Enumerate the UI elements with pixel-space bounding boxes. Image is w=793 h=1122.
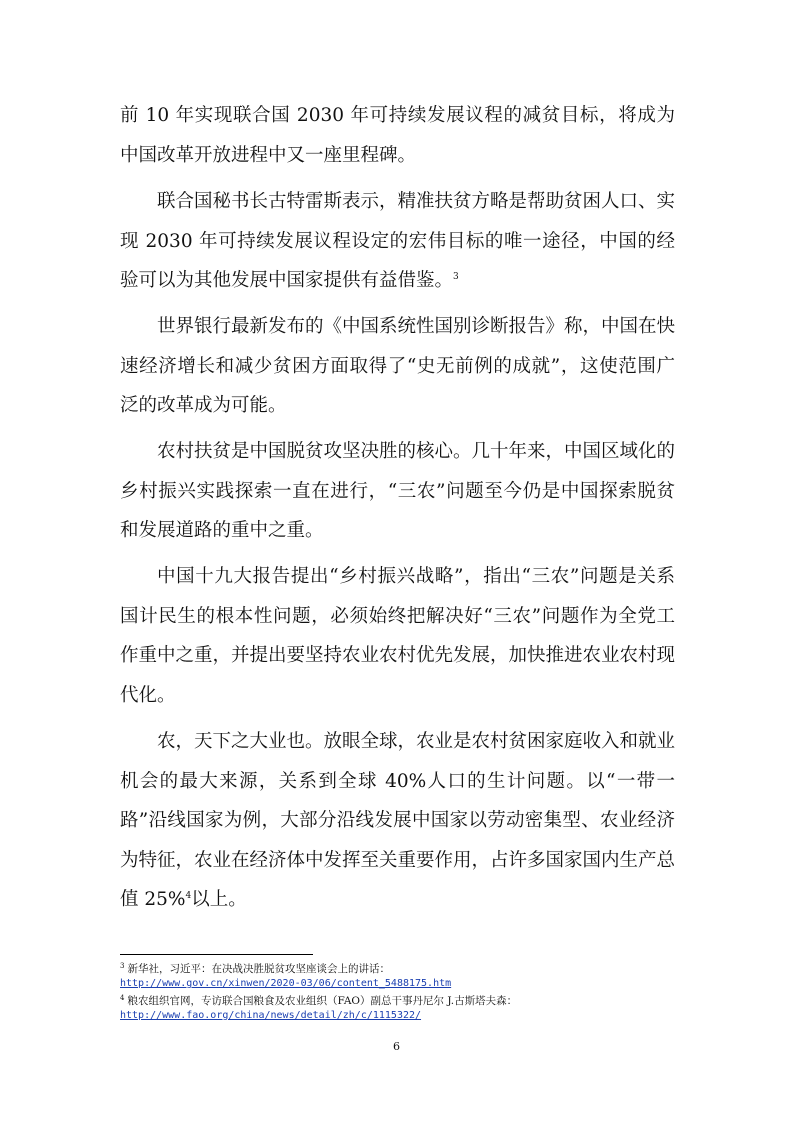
paragraph-4 <box>120 432 675 551</box>
footnote-text: 新华社，习近平：在决战决胜脱贫攻坚座谈会上的讲话： <box>127 963 390 975</box>
footnote-link[interactable]: http://www.fao.org/china/news/detail/zh/c/1115322/ <box>120 1010 422 1021</box>
footnote-4 <box>120 994 680 1023</box>
paragraph-text: 世界银行最新发布的《中国系统性国别诊断报告》称，中国在快速经济增长和减少贫困方面取得了“史无前例的成就”，这使范围广泛的改革成为可能。 <box>120 316 676 417</box>
paragraph-text: 农，天下之大业也。放眼全球，农业是农村贫困家庭收入和就业机会的最大来源，关系到全球 40%人口的生计问题。以“一带一路”沿线国家为例，大部分沿线发展中国家以劳动密集型、农业经济为特征，农业在经济体中发挥至关重要作用，占许多国家国内生产总值 25% <box>120 731 676 911</box>
paragraph-2 <box>120 182 675 301</box>
paragraph-5 <box>120 557 675 715</box>
footnote-3 <box>120 962 680 991</box>
paragraph-text: 联合国秘书长古特雷斯表示，精准扶贫方略是帮助贫困人口、实现 2030 年可持续发展议程设定的宏伟目标的唯一途径，中国的经验可以为其他发展中国家提供有益借鉴。 <box>120 191 676 292</box>
paragraph-text: 前 10 年实现联合国 2030 年可持续发展议程的减贫目标，将成为中国改革开放进程中又一座里程碑。 <box>120 105 675 166</box>
paragraph-text: 中国十九大报告提出“乡村振兴战略”，指出“三农”问题是关系国计民生的根本性问题，必须始终把解决好“三农”问题作为全党工作重中之重，并提出要坚持农业农村优先发展，加快推进农业农村现代化。 <box>120 566 676 706</box>
footnote-text: 粮农组织官网，专访联合国粮食及农业组织（FAO）副总干事丹尼尔 J.古斯塔夫森： <box>127 995 518 1007</box>
paragraph-text: 农村扶贫是中国脱贫攻坚决胜的核心。几十年来，中国区域化的乡村振兴实践探索一直在进行，“三农”问题至今仍是中国探索脱贫和发展道路的重中之重。 <box>120 441 676 542</box>
footnote-reference[interactable]: 4 <box>185 891 192 902</box>
footnote-link[interactable]: http://www.gov.cn/xinwen/2020-03/06/content_5488175.htm <box>120 978 452 989</box>
footnote-reference[interactable]: 3 <box>453 272 459 283</box>
paragraph-text-tail: 以上。 <box>191 889 247 911</box>
footnote-number: 4 <box>120 993 125 1002</box>
page-number: 6 <box>393 1040 400 1053</box>
footnote-separator <box>120 954 313 955</box>
paragraph-6 <box>120 722 675 920</box>
paragraph-3 <box>120 307 675 426</box>
footnote-number: 3 <box>120 961 125 970</box>
paragraph-1 <box>120 96 675 175</box>
